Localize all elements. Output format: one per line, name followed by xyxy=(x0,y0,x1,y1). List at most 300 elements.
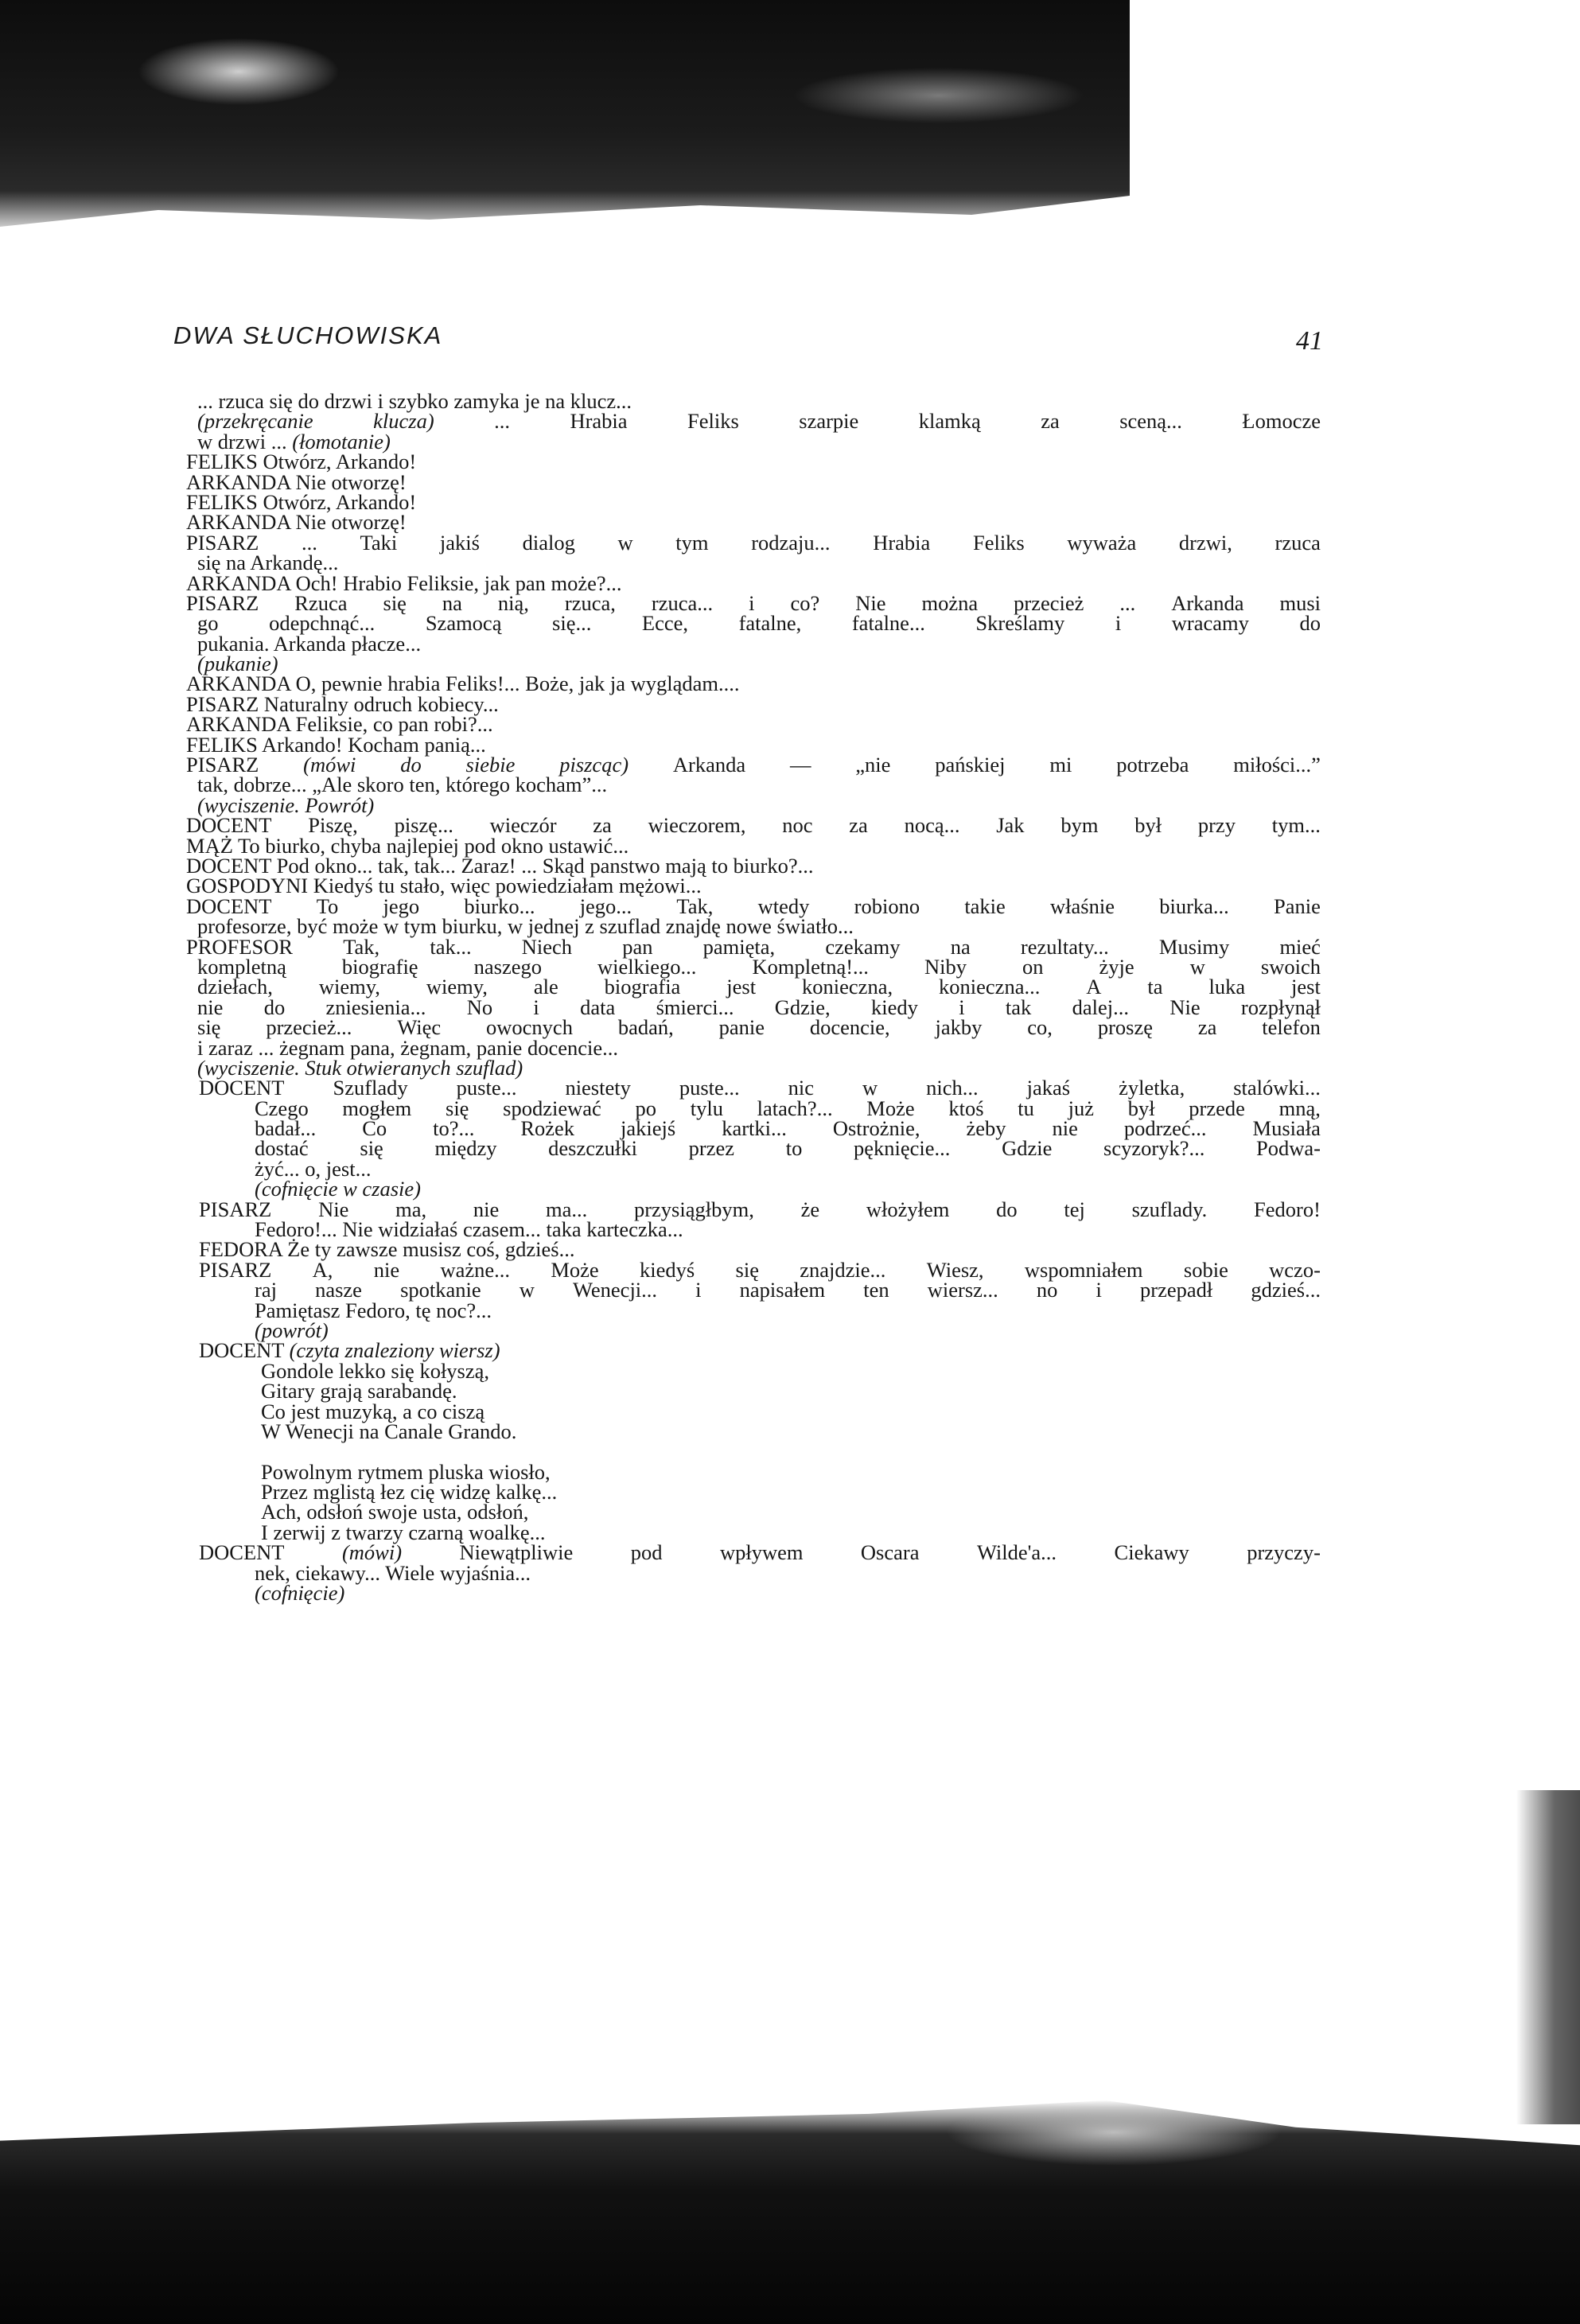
text-word: Rzuca xyxy=(294,590,348,615)
text-word: musi xyxy=(1279,590,1321,615)
text-word: „nie xyxy=(855,753,891,777)
text-word: Wilde'a... xyxy=(976,1540,1057,1565)
text-word: wiemy, xyxy=(318,975,380,999)
text-span: profesorze, być może w tym biurku, w jednej z szuflad znajdę nowe światło... xyxy=(197,914,854,939)
text-word: tym... xyxy=(1271,813,1321,838)
text-word: kompletną xyxy=(197,954,286,979)
text-word: i xyxy=(749,590,755,615)
text-word: DOCENT xyxy=(199,1076,285,1100)
text-span: ARKANDA Nie otworzę! xyxy=(186,469,407,494)
text-word: nasze xyxy=(315,1278,362,1302)
text-word: ma, xyxy=(395,1197,427,1221)
text-word: jakiś xyxy=(439,530,480,555)
text-word: to xyxy=(785,1136,803,1161)
text-word: za xyxy=(1041,409,1060,434)
text-word: Niby xyxy=(924,954,967,979)
text-word: Co xyxy=(362,1116,387,1141)
text-word: jakby xyxy=(935,1015,983,1040)
text-word: Czego xyxy=(255,1096,309,1120)
text-word: Nie xyxy=(1169,995,1201,1019)
text-word: był xyxy=(1134,813,1162,838)
stage-direction: (powrót) xyxy=(255,1318,329,1342)
text-word: można xyxy=(921,590,979,615)
text-span: MĄŻ To biurko, chyba najlepiej pod okno ustawić... xyxy=(186,833,629,858)
text-span: Powolnym rytmem pluska wiosło, xyxy=(261,1459,551,1484)
text-word: pańskiej xyxy=(935,753,1006,777)
text-word: owocnych xyxy=(486,1015,573,1040)
text-word: nie xyxy=(473,1197,500,1221)
text-word: wiersz... xyxy=(927,1278,998,1302)
text-word: pęknięcie... xyxy=(854,1136,951,1161)
text-word: DOCENT xyxy=(186,893,272,918)
text-word: tylu xyxy=(690,1096,723,1120)
text-word: Ecce, xyxy=(641,611,689,636)
text-span: FELIKS Otwórz, Arkando! xyxy=(186,489,417,514)
text-word: dalej... xyxy=(1072,995,1129,1019)
text-word: i xyxy=(959,995,965,1019)
text-word: przyczy- xyxy=(1247,1540,1321,1565)
text-word: PISARZ xyxy=(186,590,259,615)
text-span: żyć... o, jest... xyxy=(255,1156,372,1181)
text-span: DOCENT xyxy=(199,1338,290,1363)
text-line xyxy=(199,1237,1321,1262)
text-word: stalówki... xyxy=(1233,1076,1321,1100)
text-word: i xyxy=(533,995,539,1019)
text-word: ktoś xyxy=(948,1096,984,1120)
text-span: i zaraz ... żegnam pana, żegnam, panie docencie... xyxy=(197,1035,618,1060)
text-word: nie xyxy=(1052,1116,1078,1141)
text-word: puste... xyxy=(456,1076,517,1100)
stage-direction: (cofnięcie w czasie) xyxy=(255,1177,421,1201)
text-word: biurko... xyxy=(464,893,535,918)
text-word: DOCENT xyxy=(199,1540,285,1565)
text-word: nocą... xyxy=(904,813,960,838)
text-span: I zerwij z twarzy czarną woalkę... xyxy=(261,1520,546,1544)
text-word: sceną... xyxy=(1119,409,1182,434)
stage-direction: (wyciszenie. Powrót) xyxy=(197,792,375,817)
text-word: scyzoryk?... xyxy=(1103,1136,1205,1161)
text-word: się xyxy=(360,1136,383,1161)
drama-text xyxy=(186,389,1335,1606)
text-word: w xyxy=(617,530,633,555)
text-word: proszę xyxy=(1097,1015,1153,1040)
text-word: To xyxy=(316,893,339,918)
text-word: bym xyxy=(1060,813,1099,838)
text-span: Pamiętasz Fedoro, tę noc?... xyxy=(255,1298,492,1322)
text-word: co, xyxy=(1027,1015,1053,1040)
text-word: PROFESOR xyxy=(186,934,294,959)
text-word: Gdzie xyxy=(1002,1136,1053,1161)
text-word: pan xyxy=(622,934,653,959)
text-word: Tak, xyxy=(676,893,714,918)
stage-direction-word: (przekręcanie xyxy=(197,409,313,434)
text-word: naszego xyxy=(473,954,542,979)
text-span: GOSPODYNI Kiedyś tu stało, więc powiedziałam mężowi... xyxy=(186,874,702,898)
stage-direction: (cofnięcie) xyxy=(255,1581,345,1606)
text-word: do xyxy=(1299,611,1321,636)
text-word: Piszę, xyxy=(308,813,358,838)
text-word: nie xyxy=(373,1257,400,1282)
text-word: śmierci... xyxy=(656,995,734,1019)
text-word: robiono xyxy=(854,893,920,918)
text-word: Panie xyxy=(1274,893,1321,918)
text-word: i xyxy=(1095,1278,1102,1302)
text-word: żeby xyxy=(966,1116,1006,1141)
text-span: ... rzuca się do drzwi i szybko zamyka je na klucz... xyxy=(197,389,632,413)
text-word: rzuca... xyxy=(651,590,714,615)
text-span: ARKANDA O, pewnie hrabia Feliks!... Boże, jak ja wyglądam.... xyxy=(186,672,740,696)
text-word: Oscara xyxy=(860,1540,920,1565)
text-word: nią, xyxy=(497,590,529,615)
text-line xyxy=(186,530,1321,555)
text-word: spodziewać xyxy=(503,1096,601,1120)
text-span: PISARZ Naturalny odruch kobiecy... xyxy=(186,691,499,716)
text-word: no xyxy=(1036,1278,1058,1302)
text-word: tym xyxy=(675,530,709,555)
text-word: DOCENT xyxy=(186,813,272,838)
text-word: ten xyxy=(863,1278,889,1302)
text-word: między xyxy=(434,1136,497,1161)
text-word: do xyxy=(996,1197,1018,1221)
text-word: Rożek xyxy=(520,1116,575,1141)
text-word: data xyxy=(580,995,616,1019)
text-word: fatalne... xyxy=(851,611,925,636)
text-word: Jak xyxy=(996,813,1025,838)
stage-direction: (czyta znaleziony wiersz) xyxy=(289,1338,500,1363)
text-word: Feliks xyxy=(687,409,739,434)
text-word: wielkiego... xyxy=(597,954,697,979)
text-span: ARKANDA Och! Hrabio Feliksie, jak pan może?... xyxy=(186,570,622,595)
text-span: Co jest muzyką, a co ciszą xyxy=(261,1399,485,1423)
text-word: szuflady. xyxy=(1131,1197,1208,1221)
stage-direction-word: (mówi xyxy=(303,753,356,777)
text-span: Gitary grają sarabandę. xyxy=(261,1379,457,1403)
running-title: DWA SŁUCHOWISKA xyxy=(173,321,443,349)
text-word: się... xyxy=(552,611,592,636)
text-span: tak, dobrze... „Ale skoro ten, którego kocham”... xyxy=(197,773,608,797)
text-word: rozpłynął xyxy=(1240,995,1321,1019)
text-span: DOCENT Pod okno... tak, tak... Zaraz! ... Skąd panstwo mają to biurko?... xyxy=(186,853,814,878)
text-word: wyważa xyxy=(1067,530,1137,555)
text-line xyxy=(199,1078,1321,1098)
text-span: FEDORA Że ty zawsze musisz coś, gdzieś... xyxy=(199,1237,575,1262)
text-word: żyletka, xyxy=(1119,1076,1185,1100)
text-word: badań, xyxy=(617,1015,674,1040)
text-word: biografię xyxy=(341,954,418,979)
text-span: FELIKS Arkando! Kocham panią... xyxy=(186,732,486,757)
text-word: napisałem xyxy=(739,1278,826,1302)
text-word: tak... xyxy=(430,934,472,959)
text-word: zniesienia... xyxy=(325,995,426,1019)
text-word: jego... xyxy=(579,893,632,918)
text-word: Arkanda xyxy=(1171,590,1244,615)
text-word: rodzaju... xyxy=(751,530,831,555)
text-word: Łomocze xyxy=(1242,409,1321,434)
text-word: PISARZ xyxy=(186,753,259,777)
text-line xyxy=(255,1560,1321,1585)
text-word: drzwi, xyxy=(1178,530,1232,555)
text-word: Gdzie, xyxy=(774,995,831,1019)
text-word: deszczułki xyxy=(548,1136,637,1161)
text-word: puste... xyxy=(679,1076,740,1100)
text-word: swoich xyxy=(1260,954,1321,979)
text-word: jakiejś xyxy=(621,1116,676,1141)
stage-direction-word: (mówi) xyxy=(341,1540,403,1565)
text-word: jest xyxy=(726,975,757,999)
text-word: on xyxy=(1022,954,1044,979)
text-word: luka xyxy=(1208,975,1246,999)
text-word: za xyxy=(593,813,612,838)
text-span: Przez mglistą łez cię widzę kalkę... xyxy=(261,1480,558,1505)
text-word: jakaś xyxy=(1026,1076,1071,1100)
text-word: i xyxy=(695,1278,702,1302)
text-word: kiedyś xyxy=(640,1257,695,1282)
text-word: wpływem xyxy=(719,1540,804,1565)
text-word: tak xyxy=(1005,995,1032,1019)
text-word: ... xyxy=(494,409,510,434)
text-word: rezultaty... xyxy=(1020,934,1109,959)
text-word: Nie xyxy=(855,590,886,615)
text-word: za xyxy=(1197,1015,1217,1040)
text-line xyxy=(255,1581,1321,1606)
text-word: spotkanie xyxy=(400,1278,481,1302)
text-word: — xyxy=(789,753,811,777)
text-word: włożyłem xyxy=(866,1197,950,1221)
scan-bottom-edge xyxy=(0,2100,1580,2324)
text-word: Więc xyxy=(397,1015,442,1040)
text-word: biurka... xyxy=(1159,893,1229,918)
text-span: ARKANDA Nie otworzę! xyxy=(186,510,407,535)
text-word: go xyxy=(197,611,219,636)
text-line xyxy=(255,1136,1321,1161)
text-word: przysiągłbym, xyxy=(633,1197,754,1221)
text-word: w xyxy=(519,1278,535,1302)
text-word: No xyxy=(466,995,493,1019)
text-line xyxy=(255,1298,1321,1322)
text-word: biografia xyxy=(604,975,681,999)
text-word: tu xyxy=(1018,1096,1034,1120)
text-word: ... xyxy=(301,530,317,555)
stage-direction-word: do xyxy=(400,753,422,777)
text-line xyxy=(261,1419,1321,1443)
text-word: jest xyxy=(1291,975,1321,999)
stage-direction: (wyciszenie. Stuk otwieranych szuflad) xyxy=(197,1055,523,1080)
text-word: A xyxy=(1086,975,1102,999)
text-word: niestety xyxy=(565,1076,631,1100)
stage-direction-word: piszcąc) xyxy=(559,753,629,777)
text-word: w xyxy=(1189,954,1205,979)
text-word: Niech xyxy=(521,934,573,959)
text-word: Podwa- xyxy=(1256,1136,1321,1161)
text-word: już xyxy=(1068,1096,1094,1120)
stage-direction-word: siebie xyxy=(465,753,516,777)
text-word: nic xyxy=(788,1076,815,1100)
text-word: wracamy xyxy=(1171,611,1249,636)
text-word: Fedoro! xyxy=(1254,1197,1321,1221)
text-word: się xyxy=(735,1257,759,1282)
text-word: przepadł xyxy=(1140,1278,1213,1302)
text-word: konieczna, xyxy=(802,975,893,999)
text-word: takie xyxy=(964,893,1006,918)
text-word: do xyxy=(263,995,286,1019)
text-word: panie xyxy=(718,1015,765,1040)
stage-direction-word: klucza) xyxy=(373,409,434,434)
text-word: mogłem xyxy=(342,1096,412,1120)
text-word: tej xyxy=(1064,1197,1085,1221)
text-word: na xyxy=(950,934,971,959)
text-word: Szamocą xyxy=(425,611,502,636)
text-word: PISARZ xyxy=(199,1257,272,1282)
text-word: Szuflady xyxy=(333,1076,408,1100)
text-word: klamką xyxy=(918,409,981,434)
text-word: co? xyxy=(790,590,820,615)
text-word: przede xyxy=(1189,1096,1245,1120)
text-word: Musimy xyxy=(1158,934,1230,959)
text-word: piszę... xyxy=(394,813,453,838)
text-line xyxy=(255,1179,1321,1199)
text-line xyxy=(186,876,1321,896)
text-word: rzuca xyxy=(1275,530,1321,555)
text-word: fatalne, xyxy=(738,611,802,636)
page-header xyxy=(173,321,1323,369)
page-number: 41 xyxy=(1296,326,1323,356)
text-word: się xyxy=(197,1015,221,1040)
text-word: Kompletną!... xyxy=(752,954,869,979)
text-word: dostać xyxy=(255,1136,309,1161)
text-word: w xyxy=(862,1076,878,1100)
text-word: jego xyxy=(383,893,420,918)
text-word: właśnie xyxy=(1050,893,1115,918)
text-word: PISARZ xyxy=(199,1197,272,1221)
text-word: szarpie xyxy=(799,409,859,434)
text-span: się na Arkandę... xyxy=(197,551,339,575)
stage-direction: (łomotanie) xyxy=(292,429,391,454)
text-span: FELIKS Otwórz, Arkando! xyxy=(186,450,417,474)
text-span: pukania. Arkanda płacze... xyxy=(197,631,422,656)
text-word: to?... xyxy=(433,1116,475,1141)
text-word: i xyxy=(1115,611,1122,636)
text-word: odepchnąć... xyxy=(269,611,376,636)
text-word: Hrabia xyxy=(873,530,931,555)
text-word: ważne... xyxy=(440,1257,510,1282)
text-line xyxy=(186,510,1321,535)
text-word: na xyxy=(442,590,462,615)
text-word: wieczór xyxy=(489,813,557,838)
text-word: ... xyxy=(1119,590,1136,615)
text-word: że xyxy=(800,1197,820,1221)
text-word: Wenecji... xyxy=(573,1278,658,1302)
text-word: Hrabia xyxy=(570,409,628,434)
text-word: pamięta, xyxy=(702,934,776,959)
text-word: przy xyxy=(1197,813,1236,838)
text-word: ma... xyxy=(545,1197,588,1221)
text-word: Ciekawy xyxy=(1114,1540,1189,1565)
text-word: mi xyxy=(1049,753,1072,777)
text-word: wtedy xyxy=(757,893,810,918)
text-word: po xyxy=(635,1096,656,1120)
text-word: nie xyxy=(197,995,224,1019)
text-word: Nie xyxy=(318,1197,349,1221)
text-word: miłości...” xyxy=(1233,753,1321,777)
text-word: gdzieś... xyxy=(1251,1278,1321,1302)
text-span: W Wenecji na Canale Grando. xyxy=(261,1419,517,1443)
text-word: się xyxy=(446,1096,469,1120)
text-word: Skreślamy xyxy=(975,611,1065,636)
text-word: wspomniałem xyxy=(1024,1257,1143,1282)
text-span: nek, ciekawy... Wiele wyjaśnia... xyxy=(255,1560,531,1585)
text-word: pod xyxy=(630,1540,663,1565)
text-word: przez xyxy=(688,1136,735,1161)
text-word: czekamy xyxy=(825,934,901,959)
text-word: konieczna... xyxy=(939,975,1041,999)
text-word: docencie, xyxy=(809,1015,890,1040)
text-word: Tak, xyxy=(343,934,380,959)
text-span: Fedoro!... Nie widziałaś czasem... taka karteczka... xyxy=(255,1217,683,1242)
text-word: mieć xyxy=(1279,934,1321,959)
text-word: za xyxy=(849,813,868,838)
text-word: kiedy xyxy=(871,995,918,1019)
text-word: rzuca, xyxy=(564,590,616,615)
text-word: latach?... xyxy=(757,1096,833,1120)
text-word: Arkanda xyxy=(672,753,746,777)
text-word: PISARZ xyxy=(186,530,259,555)
stage-direction: (pukanie) xyxy=(197,652,278,676)
text-line xyxy=(197,631,1321,656)
text-word: Ostrożnie, xyxy=(832,1116,920,1141)
text-word: raj xyxy=(255,1278,277,1302)
text-word: potrzeba xyxy=(1116,753,1189,777)
text-word: noc xyxy=(782,813,813,838)
text-word: Może xyxy=(866,1096,915,1120)
text-word: dialog xyxy=(522,530,575,555)
text-word: ta xyxy=(1147,975,1163,999)
scan-top-edge xyxy=(0,0,1130,239)
scan-right-edge xyxy=(1516,1790,1580,2124)
text-word: A, xyxy=(312,1257,333,1282)
text-word: się xyxy=(383,590,407,615)
text-word: Feliks xyxy=(972,530,1025,555)
text-word: przecież xyxy=(1014,590,1084,615)
text-word: Może xyxy=(551,1257,599,1282)
text-word: przecież... xyxy=(266,1015,352,1040)
text-word: wiemy, xyxy=(426,975,488,999)
text-span: w drzwi ... xyxy=(197,429,293,454)
text-word: wczo- xyxy=(1269,1257,1321,1282)
text-line xyxy=(197,914,1321,939)
text-line xyxy=(197,977,1321,997)
text-word: nich... xyxy=(926,1076,979,1100)
text-word: Wiesz, xyxy=(926,1257,984,1282)
text-word: dziełach, xyxy=(197,975,273,999)
text-word: badał... xyxy=(255,1116,317,1141)
text-word: ale xyxy=(533,975,558,999)
text-span: Ach, odsłoń swoje usta, odsłoń, xyxy=(261,1500,529,1524)
text-word: Musiała xyxy=(1252,1116,1321,1141)
text-word: mną, xyxy=(1278,1096,1321,1120)
text-word: telefon xyxy=(1262,1015,1321,1040)
text-word: sobie xyxy=(1183,1257,1228,1282)
text-word: kartki... xyxy=(722,1116,787,1141)
text-word: wieczorem, xyxy=(648,813,746,838)
text-word: Taki xyxy=(360,530,398,555)
text-word: Niewątpliwie xyxy=(459,1540,574,1565)
text-word: był xyxy=(1127,1096,1155,1120)
text-span: ARKANDA Feliksie, co pan robi?... xyxy=(186,712,493,737)
text-word: znajdzie... xyxy=(800,1257,886,1282)
text-word: żyje xyxy=(1099,954,1134,979)
text-word: podrzeć... xyxy=(1123,1116,1207,1141)
text-span: Gondole lekko się kołyszą, xyxy=(261,1358,490,1383)
